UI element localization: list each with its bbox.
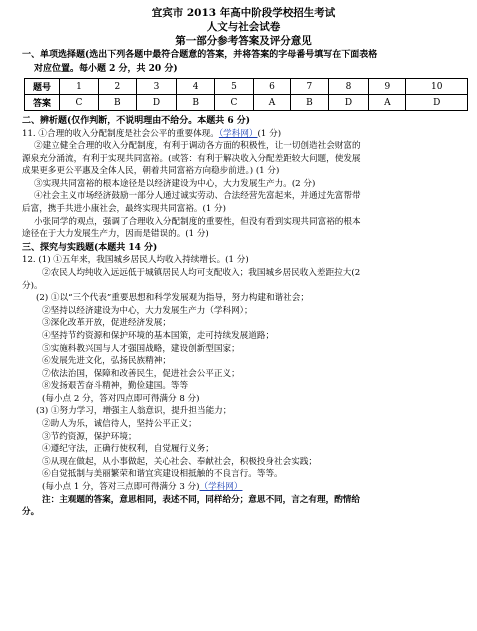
paper-subtitle: 人文与社会试卷 [206,21,281,33]
text-line: 小张同学的观点，强调了合理收入分配制度的重要性，但没有看到实现共同富裕的根本 [34,216,361,227]
text-line: ⑥自觉抵制与美丽繁荣和谐宜宾建设相抵触的不良言行。等等。 [42,469,283,480]
table-row [25,79,468,95]
text-line: (3) ①努力学习，增强主人翁意识，提升担当能力； [36,406,232,417]
table-cell: C [60,95,99,111]
table-cell: 2 [99,79,137,95]
text-line: ②农民人均纯收入远远低于城镇居民人均可支配收入；我国城乡居民收入差距拉大(2 [42,267,361,278]
note-line: 注：主观题的答案，意思相同，表述不同，同样给分；意思不同，言之有理，酌情给 [42,494,360,505]
table-cell: 10 [406,79,468,95]
watermark-link[interactable]: （学科网） [218,128,258,139]
text-line: ③节约资源，保护环境； [42,431,137,442]
text-line: 途径在于大力发展生产力，因而是错误的。(1 分) [22,229,209,240]
section-1-instructions-cont: 对应位置。每小题 2 分，共 20 分) [34,63,178,74]
section-2-heading: 二、辨析题(仅作判断，不说明理由不给分。本题共 6 分) [22,116,251,126]
watermark-link[interactable]: （学科网） [199,482,243,493]
text-line: ⑥发展先进文化，弘扬民族精神； [42,356,171,367]
table-cell: A [253,95,290,111]
text-line: ⑧发扬艰苦奋斗精神，勤俭建国。等等 [42,381,189,392]
table-cell: C [214,95,253,111]
text-line: ④遵纪守法，正确行使权利，自觉履行义务； [42,444,214,455]
table-header-number: 题号 [25,79,60,95]
exam-title: 宜宾市 2013 年高中阶段学校招生考试 [151,7,336,19]
table-cell: D [328,95,369,111]
text-line: 成果更多更公平惠及全体人民，朝着共同富裕方向稳步前进。) (1 分) [22,166,280,177]
table-cell: 4 [177,79,215,95]
text-span: (1 分) [257,128,282,139]
text-span: (每小点 1 分，答对三点即可得满分 3 分) [42,482,200,493]
table-cell: D [136,95,177,111]
table-cell: B [291,95,329,111]
table-cell: D [406,95,468,111]
section-1-instructions: 一、单项选择题(选出下列各题中最符合题意的答案，并将答案的字母番号填写在下面表格 [22,50,378,60]
table-cell: B [177,95,215,111]
text-span: 11. ①合理的收入分配制度是社会公平的重要体现。 [22,128,219,139]
text-line: (2) ①以“三个代表”重要思想和科学发展观为指导，努力构建和谐社会； [36,293,309,304]
section-heading: 第一部分参考答案及评分意见 [175,35,312,47]
table-row [25,95,468,111]
text-line: ②坚持以经济建设为中心，大力发展生产力（学科网）； [42,305,253,316]
table-cell: 5 [214,79,253,95]
table-cell: 8 [328,79,369,95]
table-cell: 1 [60,79,99,95]
text-line: 后富，携手共进小康社会，最终实现共同富裕。(1 分) [22,204,226,215]
table-header-answer: 答案 [25,95,60,111]
text-line: ③深化改革开放，促进经济发展； [42,318,171,329]
table-cell: 9 [369,79,406,95]
text-line: 12. (1) ①五年来，我国城乡居民人均收入持续增长。(1 分) [22,255,249,266]
answer-table [24,78,468,111]
text-line: 分)。 [22,280,43,291]
text-line: ⑤实施科教兴国与人才强国战略，建设创新型国家； [42,343,240,354]
text-line: (每小点 2 分，答对四点即可得满分 8 分) [42,393,200,404]
table-cell: 6 [253,79,290,95]
text-line: ⑦依法治国，保障和改善民生，促进社会公平正义； [42,368,240,379]
text-line [22,481,465,494]
text-line: ④坚持节约资源和保护环境的基本国策，走可持续发展道路； [42,330,275,341]
text-line: ②助人为乐，诚信待人，坚持公平正义； [42,419,197,430]
text-line: 源泉充分涌流，有利于实现共同富裕。(或答：有利于解决收入分配差距较大问题，使发展 [22,153,361,164]
table-cell: 7 [291,79,329,95]
text-line: ③实现共同富裕的根本途径是以经济建设为中心，大力发展生产力。(2 分) [34,178,316,189]
text-line: ⑤从现在做起，从小事做起，关心社会、奉献社会，积极投身社会实践； [42,456,318,467]
text-line [22,128,465,141]
table-cell: 3 [136,79,177,95]
text-line: ②建立健全合理的收入分配制度，有利于调动各方面的积极性，让一切创造社会财富的 [34,141,361,152]
note-line: 分。 [22,507,40,518]
section-3-heading: 三、探究与实践题(本题共 14 分) [22,242,158,253]
text-line: ④社会主义市场经济鼓励一部分人通过诚实劳动、合法经营先富起来，并通过先富帮带 [34,191,361,202]
table-cell: B [99,95,137,111]
table-cell: A [369,95,406,111]
